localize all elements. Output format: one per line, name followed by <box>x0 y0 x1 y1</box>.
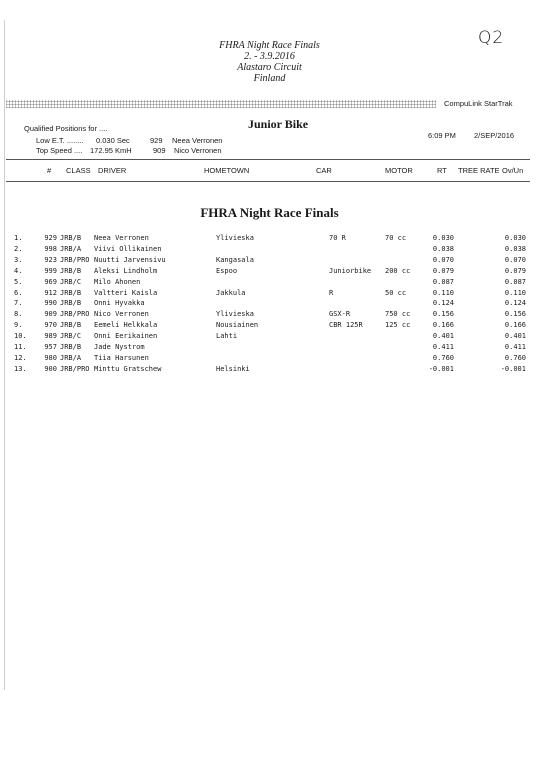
cell-rt: -0.001 <box>428 364 454 373</box>
cell-total: 0.030 <box>504 234 526 242</box>
section-title: FHRA Night Race Finals <box>200 205 339 220</box>
cell-rt: 0.038 <box>432 244 454 253</box>
cell-driver: Neea Verronen <box>94 234 149 242</box>
cell-total: 0.156 <box>504 310 526 319</box>
cell-pos: 10. <box>14 332 27 341</box>
cell-pos: 2. <box>14 244 23 253</box>
cell-num: 980 <box>44 353 57 362</box>
cell-cls: JRB/B <box>60 288 82 297</box>
cell-cls: JRB/C <box>60 277 82 286</box>
cell-driver: Jade Nystrom <box>94 343 145 351</box>
table-row <box>0 298 539 309</box>
cell-rt: 0.411 <box>432 343 454 351</box>
cell-cls: JRB/A <box>60 353 82 362</box>
col-hometown: HOMETOWN <box>204 166 250 175</box>
table-row <box>0 288 539 299</box>
cell-car: Juniorbike <box>329 266 372 275</box>
cell-cls: JRB/B <box>60 299 82 308</box>
cell-motor: 125 cc <box>385 321 411 330</box>
top-speed-driver: Nico Verronen <box>174 146 222 155</box>
cell-total: 0.110 <box>504 288 526 297</box>
cell-total: 0.760 <box>504 353 526 362</box>
col-ovun: Ov/Un <box>502 166 524 175</box>
table-row <box>0 255 539 266</box>
cell-town: Espoo <box>216 266 238 275</box>
header-rule-top <box>6 159 530 160</box>
cell-driver: Nico Verronen <box>94 310 149 319</box>
top-speed-car: 909 <box>153 146 166 155</box>
cell-car: 70 R <box>329 234 346 242</box>
cell-car: CBR 125R <box>329 321 363 330</box>
cell-pos: 11. <box>14 343 27 351</box>
report-date: 2/SEP/2016 <box>474 131 515 140</box>
cell-rt: 0.401 <box>432 332 454 341</box>
cell-total: 0.124 <box>504 299 526 308</box>
cell-num: 999 <box>44 266 57 275</box>
cell-num: 998 <box>44 244 57 253</box>
table-row <box>0 320 539 331</box>
col-class: CLASS <box>66 166 91 175</box>
cell-rt: 0.166 <box>432 321 454 330</box>
cell-total: 0.166 <box>504 321 526 330</box>
brand-label: CompuLink StarTrak <box>444 99 513 108</box>
event-title: Junior Bike <box>248 117 309 131</box>
cell-total: 0.038 <box>504 244 526 253</box>
cell-town: Ylivieska <box>216 234 254 242</box>
cell-town: Ylivieska <box>216 310 254 319</box>
cell-num: 969 <box>44 277 57 286</box>
low-et-value: 0.030 Sec <box>96 136 130 145</box>
cell-rt: 0.070 <box>432 255 454 264</box>
table-row <box>0 266 539 277</box>
cell-num: 929 <box>44 234 57 242</box>
table-row <box>0 309 539 320</box>
hatched-divider <box>6 100 436 108</box>
table-row <box>0 342 539 353</box>
header-dates: 2. - 3.9.2016 <box>244 51 295 62</box>
cell-rt: 0.079 <box>432 266 454 275</box>
cell-pos: 4. <box>14 266 23 275</box>
handwritten-annotation: Q2 <box>478 28 505 48</box>
cell-num: 923 <box>44 255 57 264</box>
cell-pos: 5. <box>14 277 23 286</box>
cell-total: 0.411 <box>504 343 526 351</box>
cell-pos: 6. <box>14 288 23 297</box>
cell-num: 909 <box>44 310 57 319</box>
table-row <box>0 364 539 375</box>
col-driver: DRIVER <box>98 166 127 175</box>
cell-rt: 0.030 <box>432 234 454 242</box>
header-rule-bottom <box>6 181 530 182</box>
cell-motor: 750 cc <box>385 310 411 319</box>
table-row <box>0 353 539 364</box>
cell-driver: Onni Eerikainen <box>94 332 158 341</box>
cell-cls: JRB/PRO <box>60 310 90 319</box>
cell-driver: Valtteri Kaisla <box>94 288 158 297</box>
cell-town: Jakkula <box>216 288 246 297</box>
col-tree-rate: TREE RATE <box>458 166 500 175</box>
cell-cls: JRB/PRO <box>60 255 90 264</box>
cell-motor: 50 cc <box>385 288 407 297</box>
col-rt: RT <box>437 166 447 175</box>
cell-town: Helsinki <box>216 364 250 373</box>
cell-rt: 0.110 <box>432 288 454 297</box>
low-et-label: Low E.T. ........ <box>36 136 84 145</box>
table-row <box>0 331 539 342</box>
cell-cls: JRB/PRO <box>60 364 90 373</box>
cell-rt: 0.124 <box>432 299 454 308</box>
col-motor: MOTOR <box>385 166 413 175</box>
cell-total: 0.079 <box>504 266 526 275</box>
cell-num: 900 <box>44 364 57 373</box>
table-row <box>0 233 539 244</box>
header-country: Finland <box>253 73 286 84</box>
cell-pos: 13. <box>14 364 27 373</box>
cell-rt: 0.760 <box>432 353 454 362</box>
cell-cls: JRB/C <box>60 332 82 341</box>
cell-driver: Aleksi Lindholm <box>94 266 158 275</box>
cell-rt: 0.087 <box>432 277 454 286</box>
cell-num: 970 <box>44 321 57 330</box>
cell-cls: JRB/B <box>60 321 82 330</box>
table-row <box>0 244 539 255</box>
cell-motor: 200 cc <box>385 266 411 275</box>
cell-car: GSX-R <box>329 310 351 319</box>
cell-total: 0.070 <box>504 255 526 264</box>
cell-driver: Minttu Gratschew <box>94 364 162 373</box>
cell-pos: 9. <box>14 321 23 330</box>
cell-motor: 70 cc <box>385 234 407 242</box>
cell-cls: JRB/B <box>60 234 82 242</box>
cell-cls: JRB/B <box>60 266 82 275</box>
cell-town: Lahti <box>216 332 238 341</box>
col-car: CAR <box>316 166 332 175</box>
low-et-car: 929 <box>150 136 163 145</box>
cell-pos: 3. <box>14 255 23 264</box>
cell-driver: Viivi Ollikainen <box>94 244 162 253</box>
top-speed-value: 172.95 KmH <box>90 146 132 155</box>
header-venue: Alastaro Circuit <box>237 62 302 73</box>
table-row <box>0 277 539 288</box>
cell-pos: 1. <box>14 234 23 242</box>
cell-rt: 0.156 <box>432 310 454 319</box>
cell-pos: 8. <box>14 310 23 319</box>
cell-num: 989 <box>44 332 57 341</box>
cell-town: Kangasala <box>216 255 254 264</box>
cell-num: 990 <box>44 299 57 308</box>
cell-driver: Tiia Harsunen <box>94 353 149 362</box>
cell-driver: Onni Hyvakka <box>94 299 145 308</box>
header-title: FHRA Night Race Finals <box>219 40 320 51</box>
cell-total: -0.001 <box>500 364 526 373</box>
cell-driver: Nuutti Jarvensivu <box>94 255 166 264</box>
cell-pos: 12. <box>14 353 27 362</box>
report-time: 6:09 PM <box>428 131 456 140</box>
cell-cls: JRB/B <box>60 343 82 351</box>
cell-car: R <box>329 288 334 297</box>
low-et-driver: Neea Verronen <box>172 136 223 145</box>
cell-town: Nousiainen <box>216 321 259 330</box>
cell-driver: Milo Ahonen <box>94 277 141 286</box>
cell-total: 0.401 <box>504 332 526 341</box>
cell-cls: JRB/A <box>60 244 82 253</box>
cell-pos: 7. <box>14 299 23 308</box>
qualified-label: Qualified Positions for .... <box>24 124 108 133</box>
cell-num: 912 <box>44 288 57 297</box>
cell-driver: Eemeli Helkkala <box>94 321 158 330</box>
cell-total: 0.087 <box>504 277 526 286</box>
top-speed-label: Top Speed .... <box>36 146 83 155</box>
col-num: # <box>47 166 52 175</box>
cell-num: 957 <box>44 343 57 351</box>
